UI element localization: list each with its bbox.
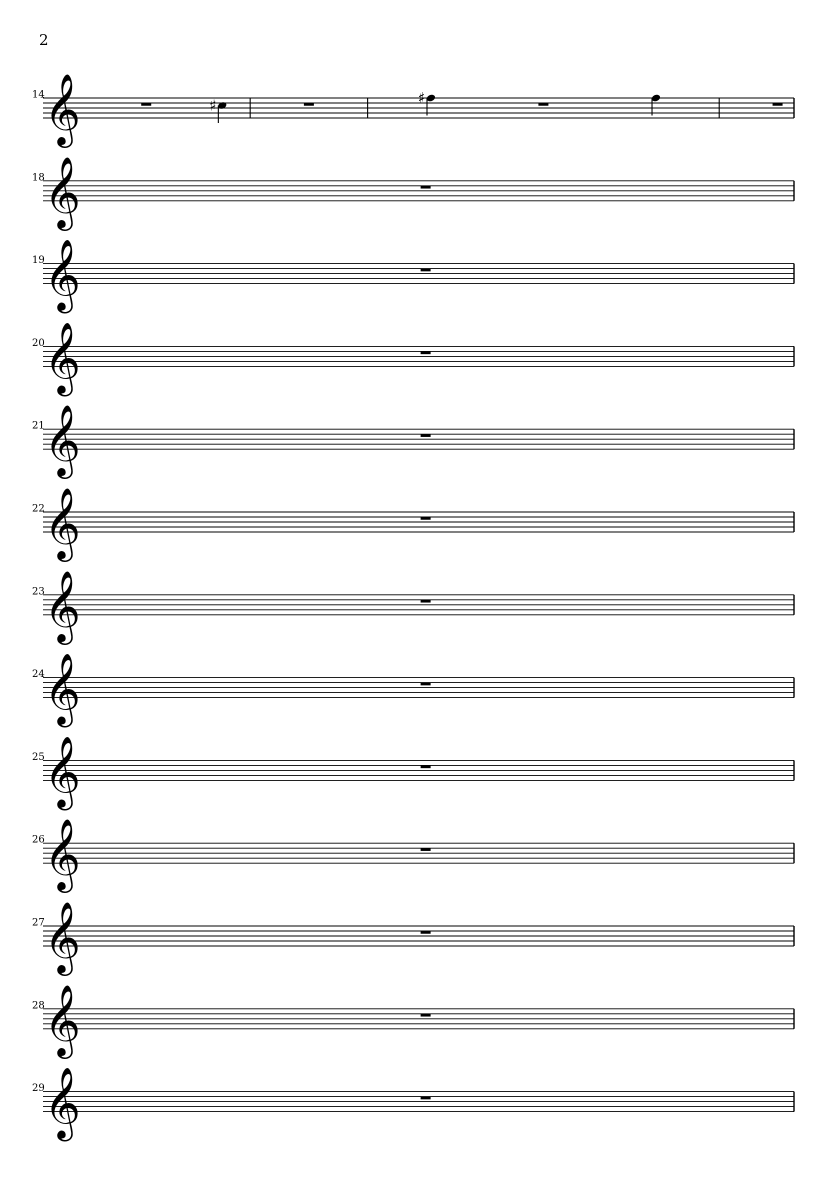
treble-clef-icon: 𝄞	[44, 734, 81, 808]
measure-number: 22	[32, 503, 45, 515]
page-number: 2	[39, 31, 49, 49]
treble-clef-icon: 𝄞	[44, 1065, 81, 1139]
sharp-icon: ♯	[209, 96, 217, 115]
treble-clef-icon: 𝄞	[44, 651, 81, 725]
whole-rest	[421, 683, 431, 686]
whole-rest	[304, 103, 314, 106]
whole-rest	[538, 103, 548, 106]
whole-rest	[773, 103, 783, 106]
treble-clef-icon: 𝄞	[44, 568, 81, 642]
whole-rest	[421, 1014, 431, 1017]
measure-number: 24	[32, 669, 45, 681]
whole-rest	[141, 103, 151, 106]
measure-number: 27	[32, 917, 45, 929]
treble-clef-icon: 𝄞	[44, 817, 81, 891]
measure-number: 25	[32, 751, 45, 763]
treble-clef-icon: 𝄞	[44, 154, 81, 228]
whole-rest	[421, 269, 431, 272]
treble-clef-icon: 𝄞	[44, 982, 81, 1056]
measure-number: 14	[32, 89, 45, 101]
whole-rest	[421, 1097, 431, 1100]
treble-clef-icon: 𝄞	[44, 320, 81, 394]
whole-rest	[421, 765, 431, 768]
whole-rest	[421, 848, 431, 851]
treble-clef-icon: 𝄞	[44, 900, 81, 973]
whole-rest	[421, 351, 431, 354]
treble-clef-icon: 𝄞	[44, 237, 81, 311]
whole-rest	[421, 600, 431, 603]
measure-number: 18	[32, 172, 45, 184]
measure-number: 21	[32, 420, 45, 432]
whole-rest	[421, 434, 431, 437]
treble-clef-icon: 𝄞	[44, 403, 81, 477]
treble-clef-icon: 𝄞	[44, 72, 81, 145]
treble-clef-icon: 𝄞	[44, 486, 81, 559]
whole-rest	[421, 931, 431, 934]
measure-number: 28	[32, 1000, 45, 1012]
sharp-icon: ♯	[417, 89, 426, 107]
whole-rest	[421, 186, 431, 189]
measure-number: 19	[32, 255, 45, 267]
measure-number: 29	[32, 1083, 45, 1095]
measure-number: 20	[32, 337, 45, 349]
measure-number: 23	[32, 586, 45, 598]
measure-number: 26	[32, 834, 45, 846]
whole-rest	[421, 517, 431, 520]
